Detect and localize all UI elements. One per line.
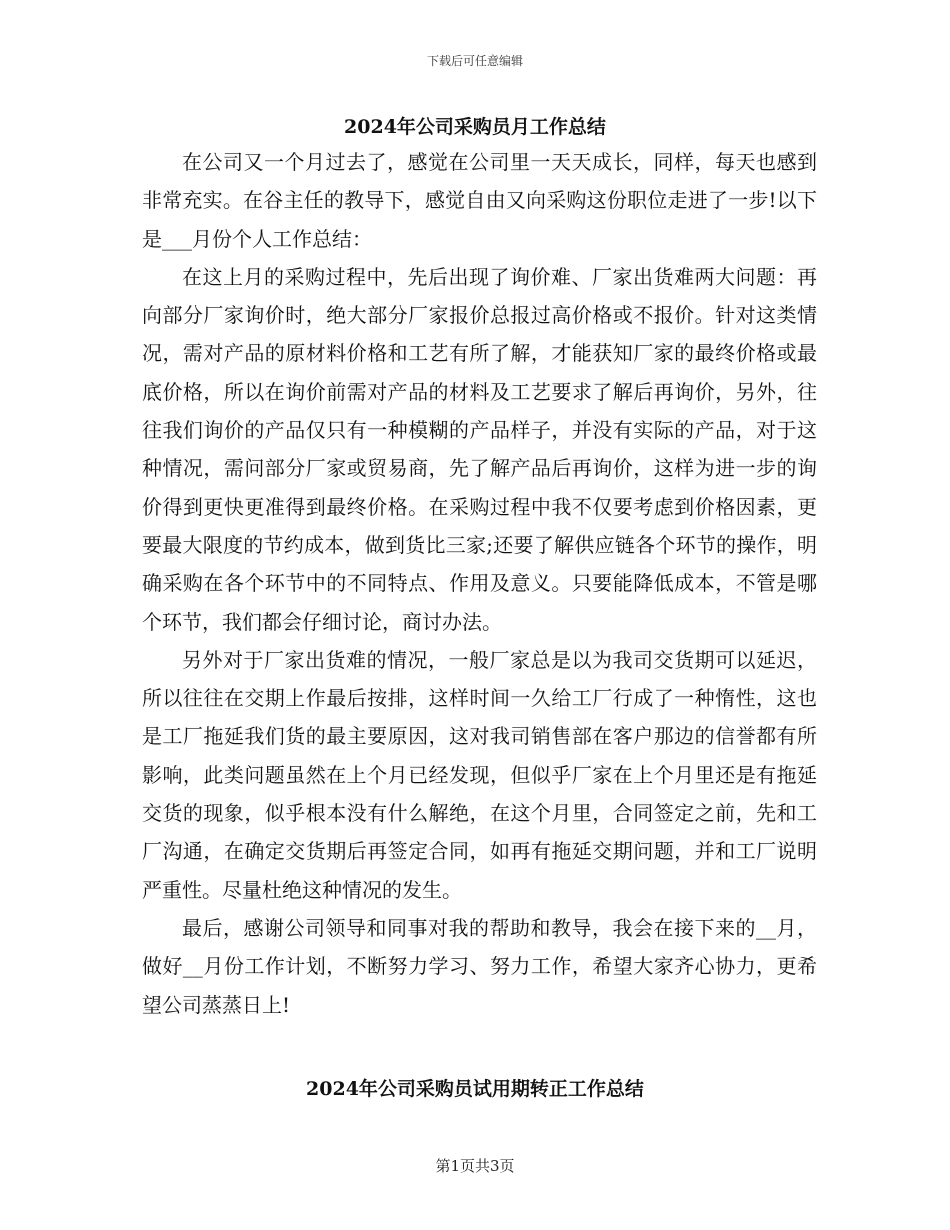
paragraph-delivery-problems: 另外对于厂家出货难的情况，一般厂家总是以为我司交货期可以延迟，所以往往在交期上作最后按排，这样时间一久给工厂行成了一种惰性，这也是工厂拖延我们货的最主要原因，这对我司销售部在客户那边的信誉都有所影响，此类问题虽然在上个月已经发现，但似乎厂家在上个月里还是有拖延交货的现象，似乎根本没有什么解绝，在这个月里，合同签定之前，先和工厂沟通，在确定交货期后再签定合同，如再有拖延交期问题，并和工厂说明严重性。尽量杜绝这种情况的发生。 bbox=[142, 647, 817, 902]
paragraph-intro: 在公司又一个月过去了，感觉在公司里一天天成长，同样，每天也感到非常充实。在谷主任的教导下，感觉自由又向采购这份职位走进了一步!以下是___月份个人工作总结： bbox=[142, 150, 817, 251]
paragraph-inquiry-problems: 在这上月的采购过程中，先后出现了询价难、厂家出货难两大问题：再向部分厂家询价时，绝大部分厂家报价总报过高价格或不报价。针对这类情况，需对产品的原材料价格和工艺有所了解，才能获知厂家的最终价格或最底价格，所以在询价前需对产品的材料及工艺要求了解后再询价，另外，往往我们询价的产品仅只有一种模糊的产品样子，并没有实际的产品，对于这种情况，需问部分厂家或贸易商，先了解产品后再询价，这样为进一步的询价得到更快更准得到最终价格。在采购过程中我不仅要考虑到价格因素，更要最大限度的节约成本，做到货比三家;还要了解供应链各个环节的操作，明确采购在各个环节中的不同特点、作用及意义。只要能降低成本，不管是哪个环节，我们都会仔细讨论，商讨办法。 bbox=[142, 264, 817, 634]
page-number: 第1页共3页 bbox=[435, 1157, 515, 1175]
document-title: 2024年公司采购员月工作总结 bbox=[344, 116, 606, 138]
next-section-title: 2024年公司采购员试用期转正工作总结 bbox=[306, 1078, 644, 1100]
page-header-note: 下载后可任意编辑 bbox=[426, 54, 523, 68]
paragraph-closing: 最后，感谢公司领导和同事对我的帮助和教导，我会在接下来的__月，做好__月份工作计划，不断努力学习、努力工作，希望大家齐心协力，更希望公司蒸蒸日上! bbox=[142, 915, 817, 1017]
document-body bbox=[142, 143, 817, 1024]
